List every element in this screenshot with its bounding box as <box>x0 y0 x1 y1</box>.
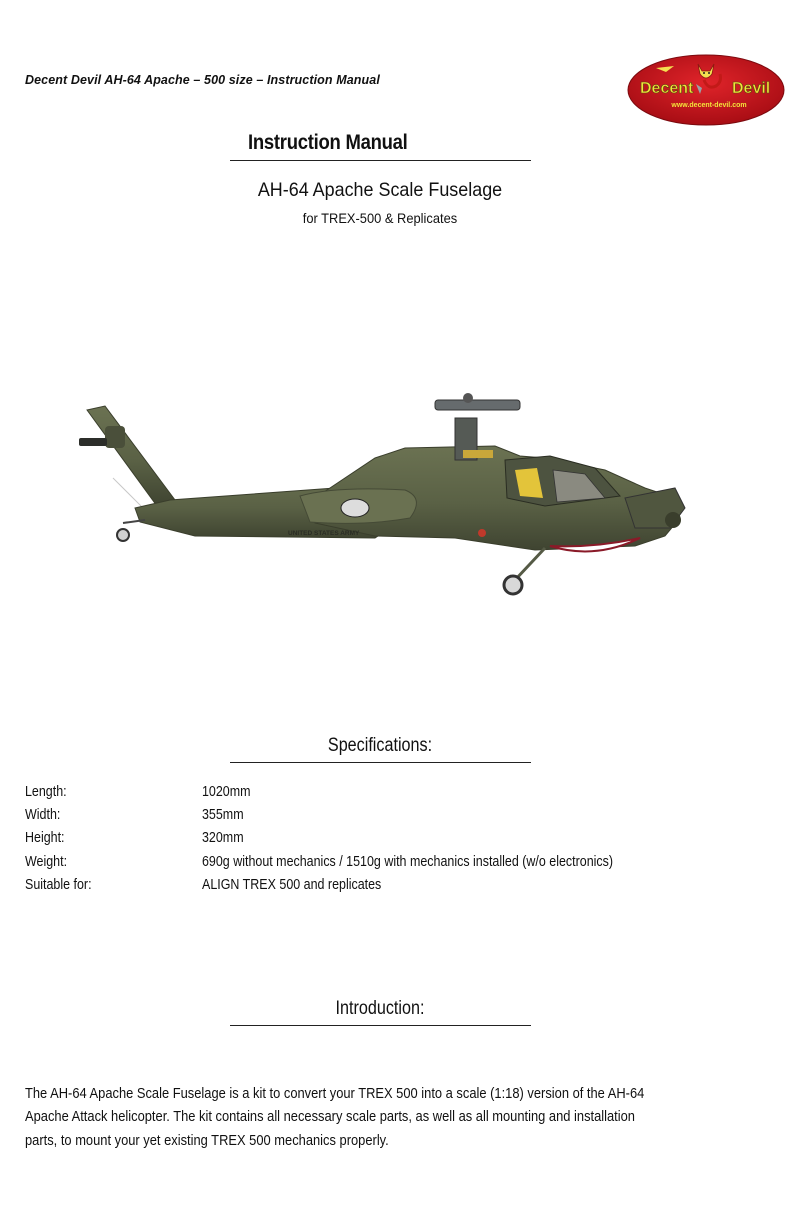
introduction-heading: Introduction: <box>335 998 425 1019</box>
spec-value: 690g without mechanics / 1510g with mechanics installed (w/o electronics) <box>202 854 614 870</box>
spec-label: Length: <box>25 784 67 800</box>
spec-label: Width: <box>25 807 61 823</box>
spec-value: ALIGN TREX 500 and replicates <box>202 877 382 893</box>
spec-row-suitable-for <box>25 877 805 900</box>
spec-label: Suitable for: <box>25 877 92 893</box>
spec-label: Height: <box>25 830 65 846</box>
spec-row-width <box>25 807 805 830</box>
introduction-divider <box>230 1025 531 1026</box>
intro-paragraph-line: parts, to mount your yet existing TREX 500 mechanics properly. <box>25 1132 389 1149</box>
product-subtitle: for TREX-500 & Replicates <box>302 210 458 226</box>
spec-row-weight <box>25 854 805 877</box>
document-title: Instruction Manual <box>248 131 408 154</box>
running-header: Decent Devil AH-64 Apache – 500 size – Instruction Manual <box>25 73 380 87</box>
spec-value: 320mm <box>202 830 244 846</box>
decent-devil-logo <box>626 54 786 127</box>
spec-row-length <box>25 784 805 807</box>
spec-row-height <box>25 830 805 853</box>
spec-value: 355mm <box>202 807 244 823</box>
specifications-divider <box>230 762 531 763</box>
logo-url: www.decent-devil.com <box>671 102 747 109</box>
intro-paragraph-line: The AH-64 Apache Scale Fuselage is a kit to convert your TREX 500 into a scale (1:18) version of the AH-64 <box>25 1085 645 1102</box>
title-divider <box>230 160 531 161</box>
logo-word-devil: Devil <box>732 80 771 97</box>
spec-value: 1020mm <box>202 784 251 800</box>
specifications-heading: Specifications: <box>327 735 433 756</box>
tail-fin <box>79 406 175 512</box>
spec-label: Weight: <box>25 854 68 870</box>
army-decal-text: UNITED STATES ARMY <box>288 530 360 537</box>
logo-word-decent: Decent <box>640 80 694 97</box>
intro-paragraph-line: Apache Attack helicopter. The kit contains all necessary scale parts, as well as all mounting and installation <box>25 1108 635 1125</box>
product-title: AH-64 Apache Scale Fuselage <box>257 179 503 201</box>
apache-helicopter-photo <box>75 388 695 603</box>
